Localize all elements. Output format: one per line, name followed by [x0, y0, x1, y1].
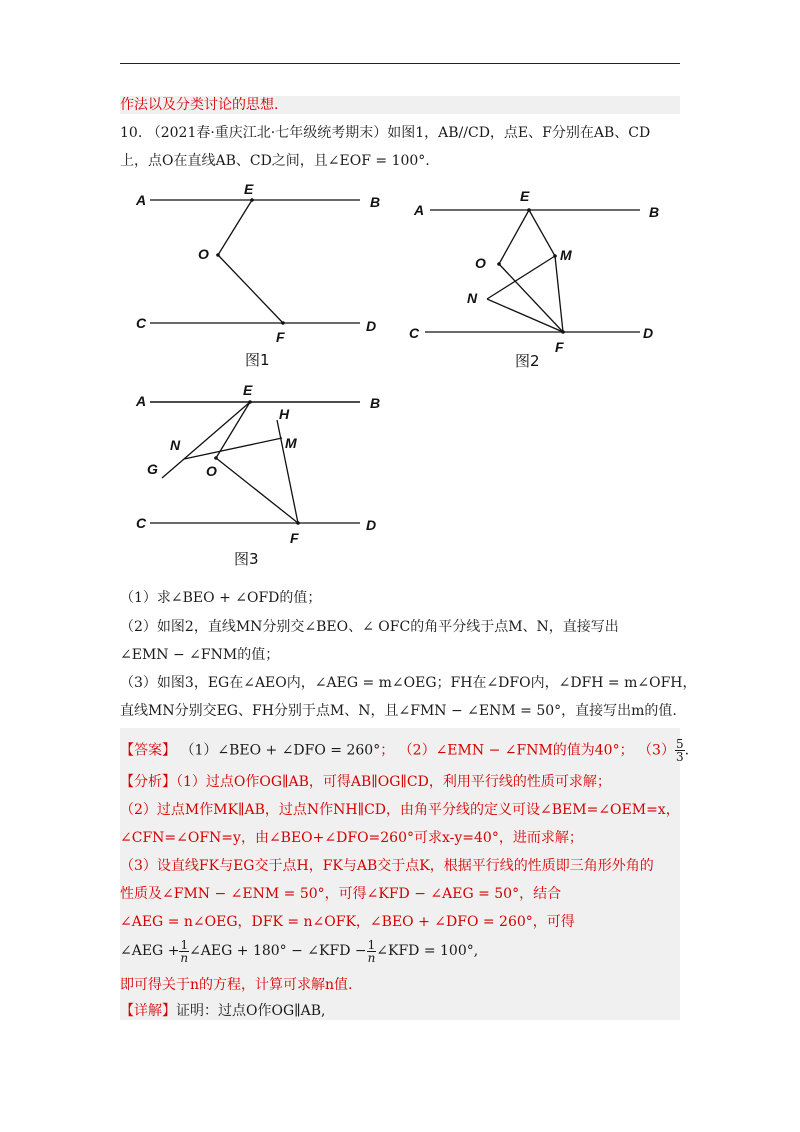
problem-source: （2021春·重庆江北·七年级统考期末） — [146, 125, 388, 141]
fig3-label-h: H — [279, 406, 290, 422]
answer-part-2: （2）∠EMN − ∠FNM的值为40° — [398, 742, 620, 759]
problem-number: 10. — [120, 125, 143, 141]
fig3-label-e: E — [243, 382, 253, 398]
analysis-eq-c: ∠KFD = 100°, — [376, 943, 479, 959]
fig2-label-m: M — [560, 247, 572, 263]
fig2-label-o: O — [475, 255, 486, 271]
fig1-label-a: A — [136, 192, 147, 208]
fig3-caption: 图3 — [234, 550, 259, 568]
analysis-frac-1-num: 1 — [180, 937, 189, 952]
fig1-label-c: C — [136, 315, 147, 331]
fig3-label-n: N — [170, 437, 181, 453]
analysis-eq-a: ∠AEG + — [120, 943, 180, 959]
fig1-label-d: D — [366, 318, 377, 334]
answer-tag: 【答案】 — [120, 742, 176, 759]
analysis-frac-1 — [179, 939, 189, 964]
fig3-label-g: G — [147, 461, 158, 477]
fig1-label-f: F — [276, 329, 285, 345]
fig3-label-a: A — [136, 393, 147, 409]
fig3-label-b: B — [370, 395, 381, 411]
answer-part-3: （3） — [638, 742, 675, 759]
fig2-label-d: D — [643, 325, 654, 341]
answer-end: . — [684, 742, 690, 759]
answer-frac-den: 3 — [675, 750, 684, 764]
answer-fraction — [675, 738, 685, 763]
fig1-label-e: E — [244, 181, 254, 197]
answer-sep-2: ； — [619, 742, 634, 759]
analysis-tag: 【分析】 — [120, 774, 176, 790]
answer-line — [120, 737, 690, 764]
analysis-line-6: ∠AEG = n∠OEG，DFK = n∠OFK，∠BEO + ∠DFO = 260°，可得 — [120, 914, 575, 930]
fig2-label-f: F — [555, 339, 564, 355]
detail-text-1: 证明：过点O作OG∥AB, — [176, 1003, 326, 1019]
figure-1 — [130, 180, 390, 370]
analysis-line-7 — [120, 934, 680, 968]
problem-line-1 — [120, 124, 680, 142]
header-rule — [120, 63, 680, 64]
analysis-frac-2-den: n — [367, 950, 376, 965]
detail-tag: 【详解】 — [120, 1003, 176, 1019]
question-2-line-1: （2）如图2，直线MN分别交∠BEO、∠ OFC的角平分线于点M、N，直接写出 — [120, 619, 619, 635]
fig2-label-a: A — [414, 202, 425, 218]
fig1-label-o: O — [198, 246, 209, 262]
fig3-label-o: O — [206, 463, 217, 479]
figure-2 — [405, 185, 675, 375]
question-3-line-1: （3）如图3，EG在∠AEO内，∠AEG = m∠OEG；FH在∠DFO内，∠DFH = m∠OFH， — [120, 675, 697, 691]
fig1-caption: 图1 — [245, 351, 270, 369]
fig2-label-b: B — [649, 204, 660, 220]
analysis-frac-2 — [367, 939, 377, 964]
analysis-frac-1-den: n — [180, 950, 189, 965]
fig3-label-m: M — [285, 435, 297, 451]
fig3-label-c: C — [136, 515, 147, 531]
intro-tail: 作法以及分类讨论的思想. — [120, 96, 680, 114]
analysis-line-4: （3）设直线FK与EG交于点H，FK与AB交于点K，根据平行线的性质即三角形外角的 — [120, 858, 654, 874]
fig3-label-d: D — [366, 517, 377, 533]
fig2-label-e: E — [520, 188, 530, 204]
analysis-text-1: （1）过点O作OG∥AB，可得AB∥OG∥CD，利用平行线的性质可求解； — [176, 774, 611, 790]
analysis-line-5: 性质及∠FMN − ∠ENM = 50°，可得∠KFD − ∠AEG = 50°，结合 — [120, 886, 562, 902]
analysis-line-3: ∠CFN=∠OFN=y，由∠BEO+∠DFO=260°可求x-y=40°，进而求解； — [120, 830, 583, 846]
figure-3 — [130, 378, 390, 573]
answer-part-1: （1）∠BEO + ∠DFO = 260° — [180, 742, 381, 759]
question-2-line-2: ∠EMN − ∠FNM的值； — [120, 647, 280, 663]
fig1-label-b: B — [370, 194, 381, 210]
question-3-line-2: 直线MN分别交EG、FH分别于点M、N，且∠FMN − ∠ENM = 50°，直接写出m的值. — [120, 703, 677, 719]
question-1: （1）求∠BEO + ∠OFD的值； — [120, 590, 322, 606]
analysis-frac-2-num: 1 — [367, 937, 376, 952]
answer-sep-1: ； — [380, 742, 395, 759]
fig2-label-n: N — [467, 290, 478, 306]
problem-statement-2: 上，点O在直线AB、CD之间，且∠EOF = 100°. — [120, 153, 430, 169]
analysis-line-1 — [120, 773, 680, 791]
detail-line-1 — [120, 1002, 680, 1020]
problem-statement-1: 如图1，AB//CD，点E、F分别在AB、CD — [387, 125, 651, 141]
answer-frac-num: 5 — [675, 737, 684, 751]
analysis-eq-b: ∠AEG + 180° − ∠KFD − — [189, 943, 367, 959]
fig2-label-c: C — [409, 325, 420, 341]
analysis-line-8: 即可得关于n的方程，计算可求解n值. — [120, 977, 353, 993]
fig2-caption: 图2 — [515, 352, 540, 370]
analysis-line-2: （2）过点M作MK∥AB，过点N作NH∥CD，由角平分线的定义可设∠BEM=∠OEM=x， — [120, 802, 680, 818]
fig3-label-f: F — [290, 530, 299, 546]
